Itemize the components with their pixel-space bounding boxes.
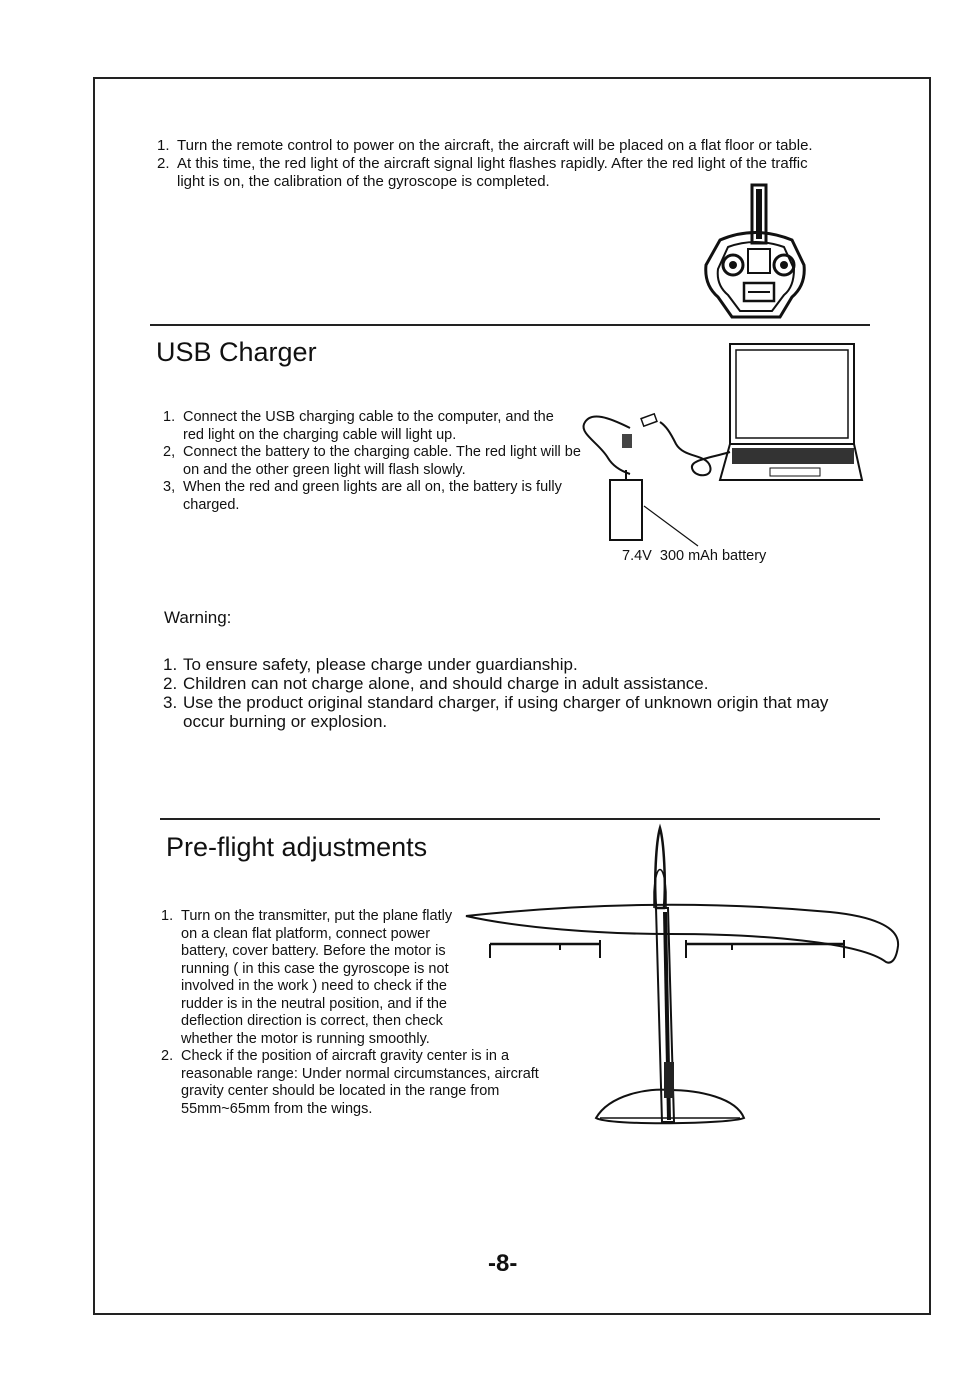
preflight-heading: Pre-flight adjustments xyxy=(166,832,428,862)
section-divider xyxy=(160,818,880,820)
preflight-item: 1. Turn on the transmitter, put the plane flatly on a clean flat platform, connect power battery, cover battery. Before the motor is running ( in this case the gyroscope is not involved in the work ) need to check if the rudder is in the neutral position, and if the deflection direction is correct, then check whether the motor is running smoothly. xyxy=(161,908,453,1047)
usb-charger-item: 2, Connect the battery to the charging cable. The red light will be on and the other green light will flash slowly. xyxy=(163,444,581,478)
remote-control-illustration xyxy=(700,185,810,325)
intro-item: 2. At this time, the red light of the aircraft signal light flashes rapidly. After the red light of the traffic light is on, the calibration of the gyroscope is completed. xyxy=(157,155,808,190)
section-divider xyxy=(150,324,870,326)
battery-label: 7.4V 300 mAh battery xyxy=(622,548,767,564)
warning-item: 3. Use the product original standard charger, if using charger of unknown origin that may occur burning or explosion. xyxy=(163,693,829,731)
page-number: -8- xyxy=(488,1250,518,1277)
warning-heading: Warning: xyxy=(164,608,232,627)
usb-charger-item: 1. Connect the USB charging cable to the computer, and the red light on the charging cable will light up. xyxy=(163,409,554,443)
intro-item: 1. Turn the remote control to power on the aircraft, the aircraft will be placed on a flat floor or table. xyxy=(157,137,813,154)
warning-item: 1. To ensure safety, please charge under guardianship. xyxy=(163,655,578,674)
charger-illustration xyxy=(580,340,870,560)
warning-item: 2. Children can not charge alone, and should charge in adult assistance. xyxy=(163,674,709,693)
usb-charger-heading: USB Charger xyxy=(156,337,317,367)
airplane-illustration xyxy=(460,822,910,1142)
intro-list xyxy=(157,137,897,191)
usb-charger-list xyxy=(163,409,595,514)
warning-list xyxy=(163,655,868,731)
preflight-item: 2. Check if the position of aircraft gravity center is in a reasonable range: Under normal circumstances, aircraft gravity center should be located in the range from 55mm~65mm from the wings. xyxy=(161,1048,539,1117)
usb-charger-item: 3, When the red and green lights are all on, the battery is fully charged. xyxy=(163,479,562,513)
